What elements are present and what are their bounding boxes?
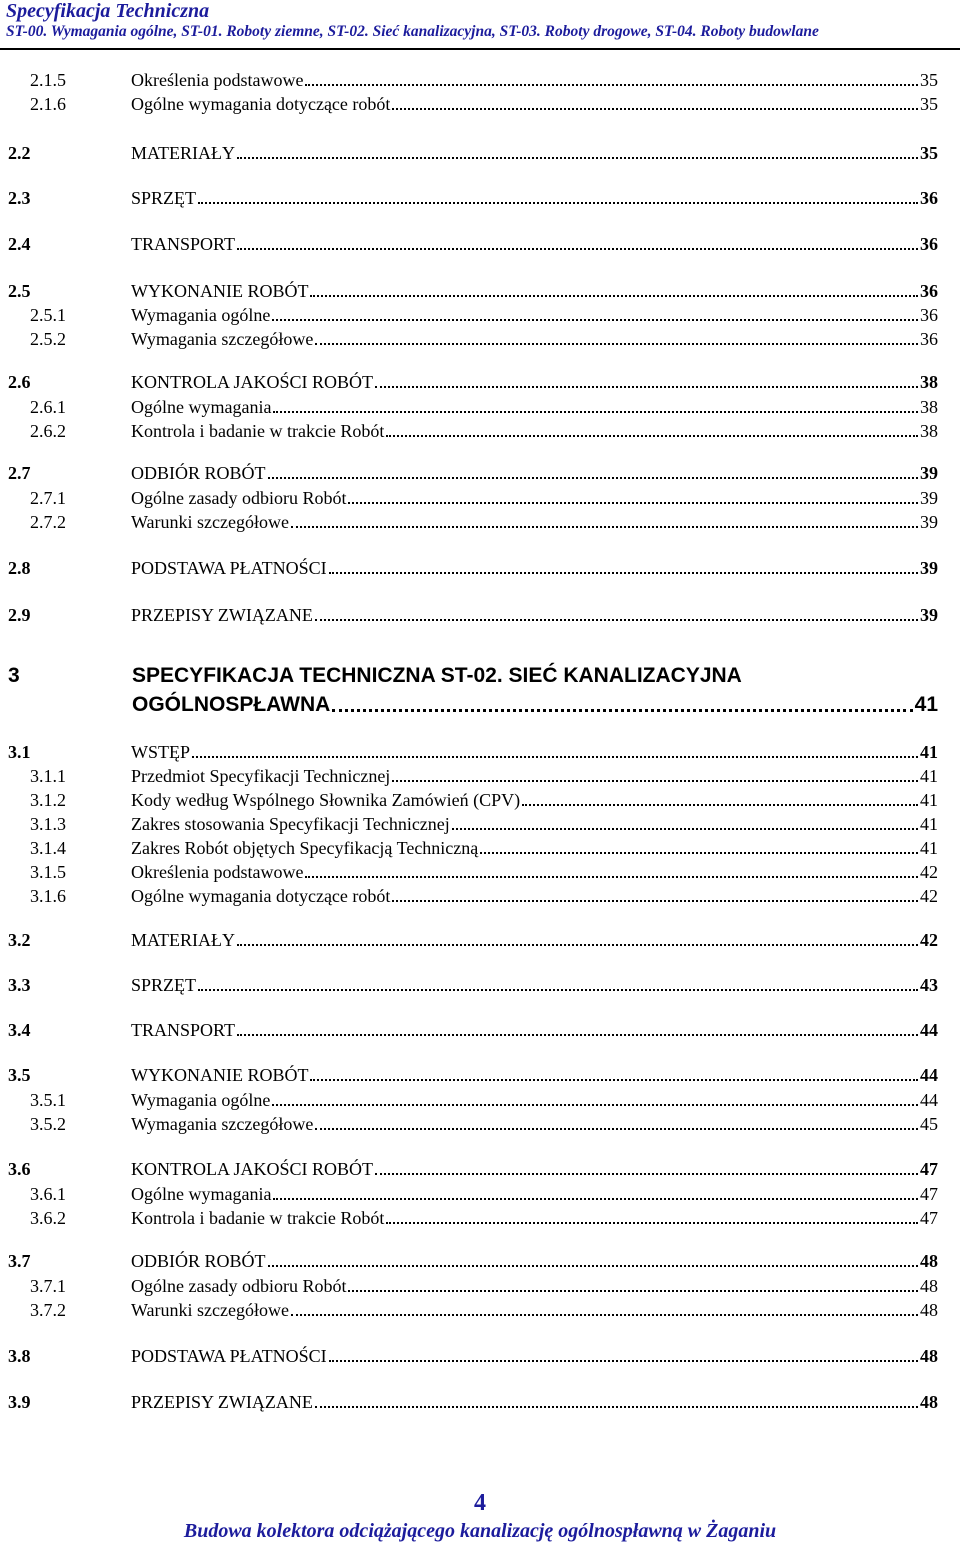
toc-entry-number: 3.6.1 [30,1184,66,1204]
dot-leader [315,1128,918,1130]
document-header-subtitle: ST-00. Wymagania ogólne, ST-01. Roboty ziemne, ST-02. Sieć kanalizacyjna, ST-03. Roboty drogowe, ST-04. Roboty budowlane [6,23,819,40]
toc-entry-title: PRZEPISY ZWIĄZANE [131,1392,313,1412]
dot-leader [237,944,918,946]
toc-entry-title: Kody według Wspólnego Słownika Zamówień (CPV) [131,790,521,810]
dot-leader [198,989,918,991]
dot-leader [272,1104,918,1106]
toc-entry-number: 2.8 [8,558,31,578]
toc-entry[interactable] [8,139,938,163]
toc-entry-page: 35 [920,70,938,90]
toc-entry-number: 3.1.1 [30,766,66,786]
toc-entry-title: Zakres Robót objętych Specyfikacją Techniczną [131,838,479,858]
toc-entry-title: Ogólne zasady odbioru Robót [131,488,347,508]
toc-entry-number: 3.6.2 [30,1208,66,1228]
toc-entry[interactable] [8,834,938,858]
toc-entry-number: 3.1 [8,742,31,762]
toc-entry-title: KONTROLA JAKOŚCI ROBÓT [131,372,374,392]
toc-entry-title: Ogólne wymagania dotyczące robót [131,94,391,114]
toc-entry-number: 3.7.2 [30,1300,66,1320]
toc-entry-page: 41 [920,814,938,834]
dot-leader [192,756,918,758]
toc-entry-number: 2.5.1 [30,305,66,325]
toc-entry[interactable] [8,1388,938,1412]
dot-leader [291,526,918,528]
toc-entry-number: 2.4 [8,234,31,254]
toc-entry[interactable] [8,1086,938,1110]
toc-entry-number: 3.7.1 [30,1276,66,1296]
toc-entry-title: ODBIÓR ROBÓT [131,1251,266,1271]
toc-entry-page: 36 [920,305,938,325]
toc-entry-title: SPRZĘT [131,188,197,208]
toc-entry-page: 42 [920,886,938,906]
toc-entry-title: TRANSPORT [131,1020,235,1040]
toc-entry[interactable] [8,1204,938,1228]
dot-leader [332,709,912,712]
toc-entry-number: 2.7 [8,463,31,483]
toc-entry-title: Ogólne wymagania [131,1184,272,1204]
toc-entry-number: 3.1.2 [30,790,66,810]
toc-entry-number: 2.5.2 [30,329,66,349]
toc-entry-title: SPRZĘT [131,975,197,995]
dot-leader [305,84,918,86]
toc-entry-title: Wymagania szczegółowe [131,329,314,349]
dot-leader [386,1222,918,1224]
toc-entry[interactable] [8,368,938,392]
dot-leader [237,1034,918,1036]
toc-entry[interactable] [8,277,938,301]
dot-leader [392,108,918,110]
toc-entry-title: Wymagania ogólne [131,1090,271,1110]
toc-entry-number: 3.4 [8,1020,31,1040]
toc-entry[interactable] [8,786,938,810]
toc-entry-number: 3.3 [8,975,31,995]
toc-entry-page: 42 [920,930,938,950]
dot-leader [268,1265,918,1267]
toc-entry-page: 44 [920,1020,938,1040]
toc-entry-number: 2.1.6 [30,94,66,114]
toc-entry-page: 45 [920,1114,938,1134]
toc-entry[interactable] [8,508,938,532]
toc-entry-page: 36 [920,281,938,301]
toc-entry-page: 39 [920,605,938,625]
toc-entry[interactable] [8,184,938,208]
toc-entry[interactable] [8,325,938,349]
toc-entry-title: Określenia podstawowe [131,70,304,90]
toc-entry-number: 2.5 [8,281,31,301]
dot-leader [273,411,918,413]
toc-entry[interactable] [8,1155,938,1179]
toc-entry-page: 35 [920,94,938,114]
toc-entry-number: 3.1.3 [30,814,66,834]
toc-entry-page: 41 [920,742,938,762]
toc-entry-title: Ogólne wymagania dotyczące robót [131,886,391,906]
toc-entry-page: 48 [920,1392,938,1412]
toc-entry-page: 48 [920,1346,938,1366]
toc-entry-title: Określenia podstawowe [131,862,304,882]
toc-entry-number: 2.3 [8,188,31,208]
toc-entry-title: KONTROLA JAKOŚCI ROBÓT [131,1159,374,1179]
toc-entry-title: MATERIAŁY [131,930,235,950]
toc-entry[interactable] [8,858,938,882]
toc-entry-number: 2.7.2 [30,512,66,532]
dot-leader [310,1079,918,1081]
chapter-title-line1: SPECYFIKACJA TECHNICZNA ST-02. SIEĆ KANALIZACYJNA [132,664,742,687]
toc-entry-page: 39 [920,558,938,578]
toc-entry-title: Przedmiot Specyfikacji Technicznej [131,766,391,786]
dot-leader [268,477,918,479]
toc-entry-title: Ogólne zasady odbioru Robót [131,1276,347,1296]
dot-leader [348,502,918,504]
toc-entry-title: WYKONANIE ROBÓT [131,281,309,301]
toc-entry-title: WSTĘP [131,742,191,762]
toc-entry-page: 39 [920,488,938,508]
toc-entry[interactable] [8,810,938,834]
toc-entry-page: 43 [920,975,938,995]
dot-leader [310,295,918,297]
dot-leader [522,804,918,806]
dot-leader [315,619,918,621]
toc-entry[interactable] [8,1296,938,1320]
toc-entry-number: 2.6.2 [30,421,66,441]
toc-entry-title: ODBIÓR ROBÓT [131,463,266,483]
toc-entry-title: Wymagania ogólne [131,305,271,325]
toc-entry[interactable] [8,393,938,417]
chapter-number: 3 [8,664,20,687]
toc-entry[interactable] [8,1016,938,1040]
toc-entry[interactable] [8,1272,938,1296]
toc-entry[interactable] [8,554,938,578]
toc-entry-number: 3.1.4 [30,838,66,858]
toc-entry-number: 3.1.5 [30,862,66,882]
toc-entry-number: 3.5.1 [30,1090,66,1110]
toc-entry-number: 3.1.6 [30,886,66,906]
toc-entry-title: PRZEPISY ZWIĄZANE [131,605,313,625]
toc-entry-page: 48 [920,1300,938,1320]
toc-entry-page: 41 [920,838,938,858]
toc-entry-page: 39 [920,463,938,483]
dot-leader [273,1198,918,1200]
dot-leader [305,876,918,878]
toc-entry-page: 44 [920,1090,938,1110]
document-header-title: Specyfikacja Techniczna [6,0,210,22]
dot-leader [272,319,918,321]
toc-entry-page: 38 [920,421,938,441]
toc-entry-number: 3.5.2 [30,1114,66,1134]
toc-entry-page: 48 [920,1276,938,1296]
toc-entry-page: 38 [920,397,938,417]
toc-entry-page: 35 [920,143,938,163]
toc-entry-page: 47 [920,1159,938,1179]
toc-entry-title: Warunki szczegółowe [131,512,289,532]
toc-entry-number: 3.8 [8,1346,31,1366]
toc-entry-title: Kontrola i badanie w trakcie Robót [131,1208,385,1228]
dot-leader [237,157,918,159]
dot-leader [291,1314,918,1316]
toc-entry-number: 2.1.5 [30,70,66,90]
toc-entry-title: MATERIAŁY [131,143,235,163]
toc-entry[interactable] [8,601,938,625]
page-number: 4 [474,1490,486,1516]
toc-entry-page: 48 [920,1251,938,1271]
toc-entry-title: WYKONANIE ROBÓT [131,1065,309,1085]
toc-entry-number: 3.7 [8,1251,31,1271]
toc-entry[interactable] [8,90,938,114]
toc-entry[interactable] [8,1342,938,1366]
toc-entry[interactable] [8,484,938,508]
toc-entry-page: 36 [920,329,938,349]
toc-entry[interactable] [8,1061,938,1085]
toc-entry-page: 42 [920,862,938,882]
toc-entry[interactable] [8,882,938,906]
toc-entry-number: 2.6.1 [30,397,66,417]
dot-leader [315,343,918,345]
dot-leader [452,828,918,830]
document-footer-title: Budowa kolektora odciążającego kanalizację ogólnospławną w Żaganiu [183,1520,777,1542]
toc-entry-page: 44 [920,1065,938,1085]
toc-entry-number: 3.6 [8,1159,31,1179]
dot-leader [237,248,918,250]
toc-entry-page: 47 [920,1208,938,1228]
toc-entry-title: Zakres stosowania Specyfikacji Technicznej [131,814,450,834]
toc-entry-title: Warunki szczegółowe [131,1300,289,1320]
toc-entry-title: PODSTAWA PŁATNOŚCI [131,558,327,578]
toc-entry-page: 36 [920,188,938,208]
chapter-title-line2: OGÓLNOSPŁAWNA [132,693,331,716]
toc-entry[interactable] [8,762,938,786]
dot-leader [386,435,918,437]
toc-entry-number: 2.9 [8,605,31,625]
toc-entry[interactable] [8,459,938,483]
dot-leader [375,1173,918,1175]
toc-entry[interactable] [8,738,938,762]
toc-entry-page: 41 [920,790,938,810]
toc-entry-title: Ogólne wymagania [131,397,272,417]
toc-chapter-entry[interactable] [8,664,938,724]
toc-entry-title: Kontrola i badanie w trakcie Robót [131,421,385,441]
toc-entry-title: Wymagania szczegółowe [131,1114,314,1134]
toc-entry[interactable] [8,971,938,995]
toc-entry[interactable] [8,66,938,90]
dot-leader [480,852,918,854]
toc-entry-page: 41 [920,766,938,786]
toc-entry[interactable] [8,926,938,950]
toc-entry-number: 3.9 [8,1392,31,1412]
toc-entry-page: 39 [920,512,938,532]
toc-entry[interactable] [8,230,938,254]
dot-leader [392,780,918,782]
toc-entry-page: 38 [920,372,938,392]
toc-entry-number: 3.5 [8,1065,31,1085]
toc-entry[interactable] [8,1110,938,1134]
toc-entry-number: 2.6 [8,372,31,392]
toc-entry[interactable] [8,1180,938,1204]
chapter-page-number: 41 [914,693,938,716]
toc-entry[interactable] [8,417,938,441]
dot-leader [315,1406,918,1408]
toc-entry[interactable] [8,301,938,325]
toc-entry-title: TRANSPORT [131,234,235,254]
toc-entry-number: 2.2 [8,143,31,163]
toc-entry-page: 36 [920,234,938,254]
toc-entry-title: PODSTAWA PŁATNOŚCI [131,1346,327,1366]
toc-entry[interactable] [8,1247,938,1271]
toc-entry-number: 2.7.1 [30,488,66,508]
header-divider [0,48,960,50]
dot-leader [329,572,918,574]
dot-leader [392,900,918,902]
dot-leader [329,1360,918,1362]
toc-entry-page: 47 [920,1184,938,1204]
dot-leader [198,202,918,204]
dot-leader [375,386,918,388]
dot-leader [348,1290,918,1292]
toc-entry-number: 3.2 [8,930,31,950]
